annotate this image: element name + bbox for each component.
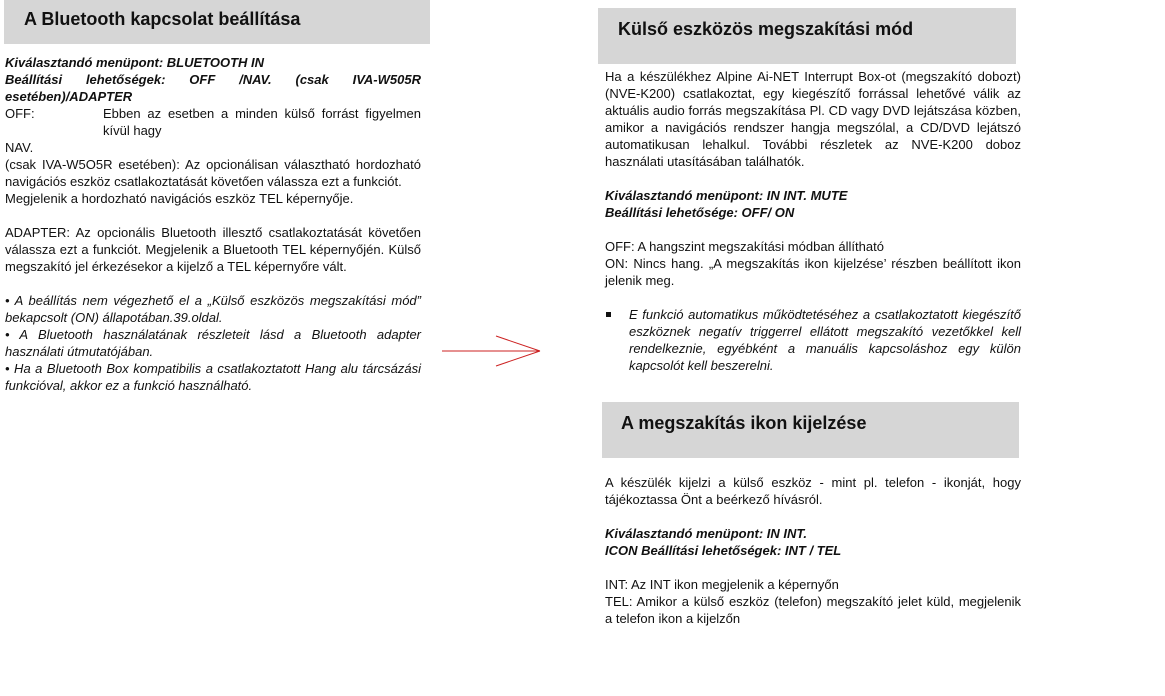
int-text: INT: Az INT ikon megjelenik a képernyőn — [605, 577, 839, 592]
adapter-text: ADAPTER: Az opcionális Bluetooth illesztő csatlakoztatását követően válassza ezt a funkciót. Megjelenik a Bluetooth TEL képernyőjén. Külső megszakító jel érkezésekor a kijelző a TEL képernyőre vált. — [5, 225, 421, 274]
options-line: ICON Beállítási lehetőségek: INT / TEL — [605, 543, 842, 558]
interrupt-mode-body — [605, 68, 1021, 374]
menu-line: Kiválasztandó menüpont: IN INT. MUTE — [605, 188, 848, 203]
options-line: Beállítási lehetősége: OFF/ ON — [605, 205, 795, 220]
intro-text: Ha a készülékhez Alpine Ai-NET Interrupt Box-ot (megszakító dobozt) (NVE-K200) csatlakoztat, egy kiegészítő forrással lehetővé válik az aktuális audio forrás megszakítása Pl. CD vagy DVD lejátszása közben, amikor a navigációs rendszer hangja megszólal, a CD/DVD lejátszó automatikusan lehalkul. További részletek az NVE-K200 doboz használati utasításában találhatók. — [605, 69, 1021, 169]
right-arrow-icon — [440, 334, 544, 368]
note-2: • A Bluetooth használatának részleteit lásd a Bluetooth adapter használati útmutatójában. — [5, 327, 421, 359]
intro-text: A készülék kijelzi a külső eszköz - mint pl. telefon - ikonját, hogy tájékoztassa Önt a beérkező hívásról. — [605, 475, 1021, 507]
on-text: ON: Nincs hang. „A megszakítás ikon kijelzése’ részben beállított ikon jelenik meg. — [605, 256, 1021, 288]
section-heading-interrupt-mode — [598, 8, 1016, 64]
off-text: Ebben az esetben a minden külső forrást figyelmen kívül hagy — [103, 106, 421, 138]
heading-text: Külső eszközös megszakítási mód — [618, 19, 914, 39]
bluetooth-section-body — [5, 54, 421, 394]
options-line: Beállítási lehetőségek: OFF /NAV. (csak IVA-W505R esetében)/ADAPTER — [5, 72, 421, 104]
tel-text: TEL: Amikor a külső eszköz (telefon) megszakító jelet küld, megjelenik a telefon ikon a kijelzőn — [605, 594, 1021, 626]
section-heading-icon-display — [602, 402, 1019, 458]
icon-display-body — [605, 474, 1021, 627]
heading-text: A Bluetooth kapcsolat beállítása — [24, 9, 301, 29]
bullet-text: E funkció automatikus működtetéséhez a csatlakoztatott kiegészítő eszköznek negatív triggerrel ellátott megszakító vezetőkkel kell rendelkeznie, egyébként a manuális kapcsoláshoz egy külön kapcsolót kell beszerelni. — [629, 307, 1021, 373]
menu-line: Kiválasztandó menüpont: IN INT. — [605, 526, 807, 541]
off-option — [5, 105, 421, 139]
off-text: OFF: A hangszint megszakítási módban állítható — [605, 239, 884, 254]
nav-text: (csak IVA-W5O5R esetében): Az opcionálisan választható hordozható navigációs eszköz csatlakoztatását követően válassza ezt a funkciót. — [5, 157, 421, 189]
note-3: • Ha a Bluetooth Box kompatibilis a csatlakoztatott Hang alu tárcsázási funkcióval, akkor ez a funkció használható. — [5, 361, 421, 393]
nav-label: NAV. — [5, 140, 34, 155]
heading-text: A megszakítás ikon kijelzése — [621, 413, 867, 433]
square-bullet-icon — [605, 306, 629, 374]
note-1: • A beállítás nem végezhető el a „Külső eszközös megszakítási mód” bekapcsolt (ON) állapotában.39.oldal. — [5, 293, 421, 325]
note-bullet — [605, 306, 1021, 374]
menu-line: Kiválasztandó menüpont: BLUETOOTH IN — [5, 55, 265, 70]
nav-text-2: Megjelenik a hordozható navigációs eszköz TEL képernyője. — [5, 191, 354, 206]
off-label: OFF: — [5, 106, 35, 121]
section-heading-bluetooth — [4, 0, 430, 44]
